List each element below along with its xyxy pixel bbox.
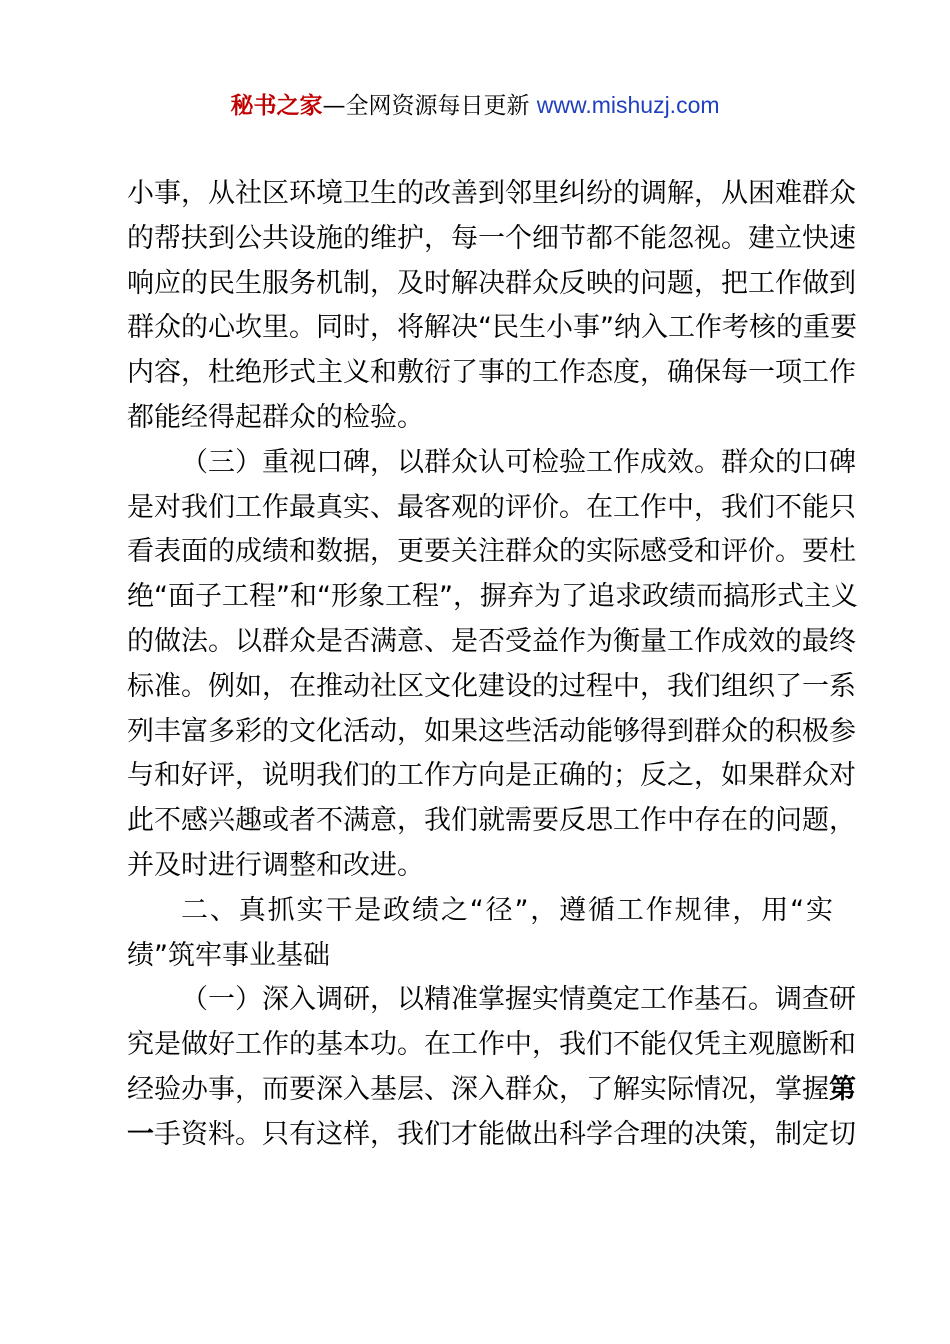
text-line: 小事，从社区环境卫生的改善到邻里纠纷的调解，从困难群众	[127, 178, 856, 209]
text-line: 的做法。以群众是否满意、是否受益作为衡量工作成效的最终	[127, 625, 856, 657]
bold-char: 第	[829, 1073, 856, 1105]
text-line: 列丰富多彩的文化活动，如果这些活动能够得到群众的积极参	[127, 715, 856, 747]
text-line: 内容，杜绝形式主义和敷衍了事的工作态度，确保每一项工作	[127, 357, 856, 389]
text-line: 是对我们工作最真实、最客观的评价。在工作中，我们不能只	[127, 491, 856, 523]
text-line: 看表面的成绩和数据，更要关注群众的实际感受和评价。要杜	[127, 536, 856, 568]
paragraph-heading-line: （三）重视口碑，以群众认可检验工作成效。群众的口碑	[181, 446, 856, 478]
brand-name: 秘书之家	[230, 93, 323, 119]
text-line	[127, 1113, 856, 1158]
text-line: 绝“面子工程”和“形象工程”，摒弃为了追求政绩而搞形式主义	[127, 581, 858, 613]
text-line: 群众的心坎里。同时，将解决“民生小事”纳入工作考核的重要	[127, 312, 857, 344]
text-line: 标准。例如，在推动社区文化建设的过程中，我们组织了一系	[127, 670, 856, 702]
paragraph-heading-line: （一）深入调研，以精准掌握实情奠定工作基石。调查研	[181, 984, 856, 1016]
section-heading-line: 二、真抓实干是政绩之“径”，遵循工作规律，用“实	[181, 894, 833, 926]
text-line: 经验办事，而要深入基层、深入群众，了解实际情况，掌握第	[127, 1073, 856, 1105]
website-link[interactable]: www.mishuzj.com	[536, 92, 720, 118]
text-line: 究是做好工作的基本功。在工作中，我们不能仅凭主观臆断和	[127, 1029, 856, 1061]
text-line: 与和好评，说明我们的工作方向是正确的；反之，如果群众对	[127, 760, 856, 792]
text-line: 都能经得起群众的检验。	[127, 401, 424, 433]
page-header	[0, 88, 950, 123]
document-body	[127, 172, 858, 1158]
header-tagline: —全网资源每日更新	[322, 93, 537, 119]
text-line: 并及时进行调整和改进。	[127, 849, 424, 881]
bold-char: 一	[127, 1118, 154, 1150]
text-line: 的帮扶到公共设施的维护，每一个细节都不能忽视。建立快速	[127, 222, 856, 254]
text-line: 此不感兴趣或者不满意，我们就需要反思工作中存在的问题，	[127, 805, 856, 837]
text-fragment: 手资料。只有这样，我们才能做出科学合理的决策，制定切	[154, 1118, 856, 1150]
section-heading-line: 绩”筑牢事业基础	[127, 939, 330, 971]
text-line: 响应的民生服务机制，及时解决群众反映的问题，把工作做到	[127, 267, 856, 299]
